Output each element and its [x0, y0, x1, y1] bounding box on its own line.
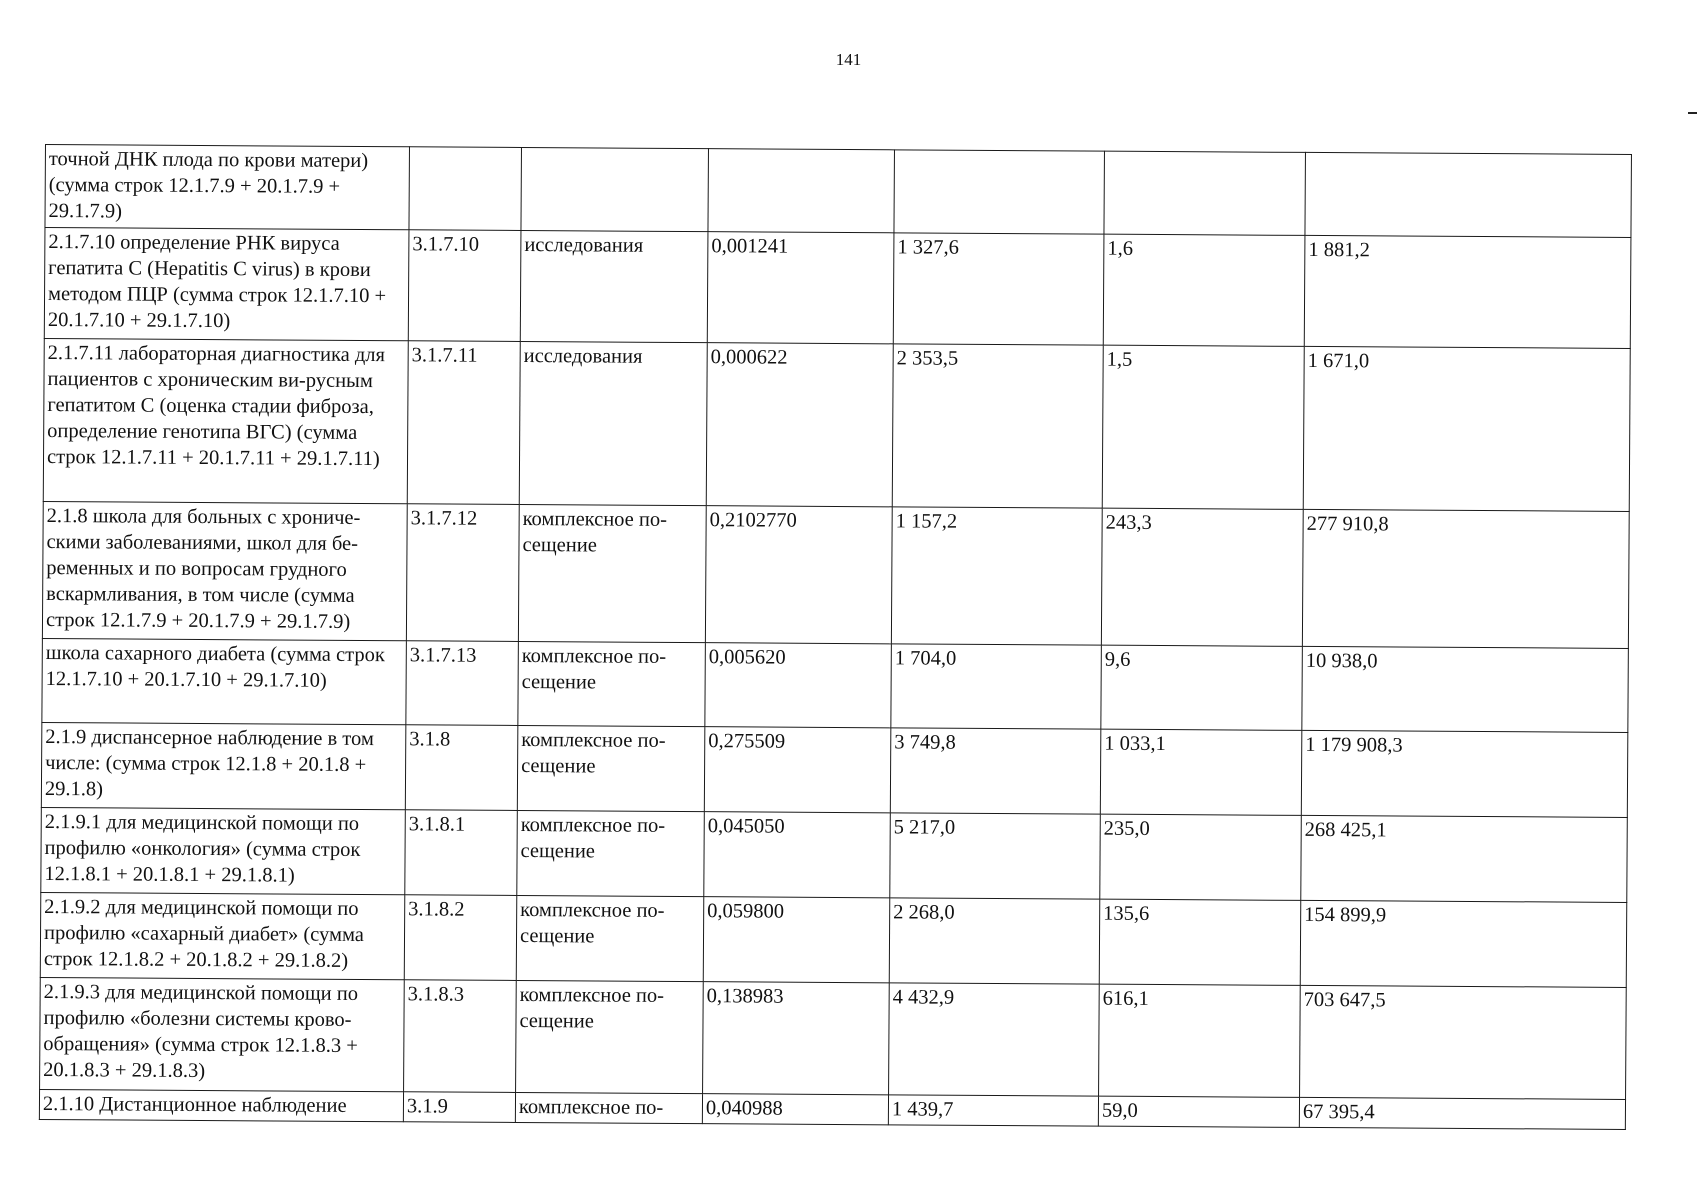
cell-name: 2.1.9.1 для медицинской помощи по профилю «онкология» (сумма строк 12.1.8.1 + 20.1.8.1 + 29.1.8.1): [41, 807, 406, 894]
cell-cost: 4 432,9: [889, 983, 1100, 1096]
cell-cost: [894, 150, 1105, 234]
cell-norm: 0,2102770: [705, 506, 892, 644]
cell-code: 3.1.8.1: [405, 810, 518, 896]
cell-total: 1 179 908,3: [1301, 730, 1628, 817]
cell-per-capita: 243,3: [1101, 508, 1303, 646]
cell-code: 3.1.7.10: [408, 230, 521, 342]
cell-name: точной ДНК плода по крови матери) (сумма строк 12.1.7.9 + 20.1.7.9 + 29.1.7.9): [45, 145, 410, 230]
cell-name: 2.1.7.10 определение РНК вируса гепатита С (Hepatitis C virus) в крови методом ПЦР (сумма строк 12.1.7.10 + 20.1.7.10 + 29.1.7.10): [44, 228, 409, 341]
cell-unit: комплексное по-сещение: [518, 641, 706, 726]
cell-unit: [521, 147, 709, 231]
table-row: [42, 638, 1628, 732]
cell-code: 3.1.8: [405, 725, 518, 811]
data-table: [39, 144, 1632, 1130]
table-row: [45, 145, 1631, 238]
cell-unit: исследования: [520, 230, 708, 342]
cell-per-capita: 135,6: [1099, 899, 1301, 985]
cell-name: 2.1.9 диспансерное наблюдение в том числе: (сумма строк 12.1.8 + 20.1.8 + 29.1.8): [41, 722, 406, 809]
table-row: [43, 338, 1630, 511]
cell-unit: комплексное по-сещение: [516, 980, 704, 1093]
table-row: [42, 501, 1629, 648]
cell-unit: исследования: [519, 341, 707, 505]
table-row: [44, 228, 1631, 349]
cell-name: школа сахарного диабета (сумма строк 12.1.7.10 + 20.1.7.10 + 29.1.7.10): [42, 638, 407, 724]
cell-name: 2.1.8 школа для больных с хрониче-скими заболеваниями, школ для бе-ременных и по вопросам грудного вскармливания, в том числе (сумма строк 12.1.7.9 + 20.1.7.9 + 29.1.7.9): [42, 501, 407, 640]
cell-name: 2.1.10 Дистанционное наблюдение: [39, 1089, 403, 1121]
margin-mark: [1688, 112, 1697, 114]
cell-total: [1305, 152, 1632, 237]
cell-code: [409, 147, 522, 231]
cell-total: 1 671,0: [1303, 346, 1630, 511]
page-number: 141: [835, 50, 862, 69]
cell-name: 2.1.9.3 для медицинской помощи по профилю «болезни системы крово-обращения» (сумма строк 12.1.8.3 + 20.1.8.3 + 29.1.8.3): [40, 977, 405, 1091]
cell-norm: 0,045050: [704, 812, 891, 898]
cell-per-capita: 235,0: [1100, 814, 1302, 900]
cell-cost: 1 704,0: [891, 644, 1102, 729]
cell-code: 3.1.8.2: [404, 895, 517, 981]
table-row: [40, 892, 1627, 987]
cell-cost: 1 327,6: [893, 233, 1104, 345]
cell-code: 3.1.7.13: [406, 641, 519, 726]
cell-unit: комплексное по-: [515, 1092, 702, 1123]
cell-unit: комплексное по-сещение: [517, 725, 705, 811]
cell-per-capita: 1,6: [1103, 234, 1305, 346]
cell-per-capita: 9,6: [1101, 645, 1303, 730]
cell-norm: 0,001241: [707, 232, 894, 344]
cell-per-capita: [1104, 151, 1306, 235]
table-row: [41, 722, 1628, 817]
cell-norm: 0,000622: [706, 343, 893, 507]
cell-total: 703 647,5: [1300, 985, 1627, 1099]
cell-unit: комплексное по-сещение: [517, 810, 705, 896]
cell-norm: 0,138983: [703, 982, 890, 1095]
cell-name: 2.1.9.2 для медицинской помощи по профилю «сахарный диабет» (сумма строк 12.1.8.2 + 20.1.8.2 + 29.1.8.2): [40, 892, 405, 979]
cell-per-capita: 1 033,1: [1100, 729, 1302, 815]
cell-unit: комплексное по-сещение: [516, 895, 704, 981]
cell-norm: [708, 149, 895, 233]
cell-total: 277 910,8: [1302, 509, 1629, 648]
table-row: [41, 807, 1628, 902]
table-row: [40, 977, 1627, 1099]
cell-code: 3.1.9: [403, 1092, 515, 1123]
cell-norm: 0,005620: [705, 643, 892, 728]
cell-norm: 0,040988: [702, 1094, 888, 1125]
cell-cost: 5 217,0: [890, 813, 1101, 899]
cell-total: 154 899,9: [1300, 900, 1627, 987]
cell-per-capita: 59,0: [1098, 1096, 1299, 1127]
cell-cost: 2 268,0: [889, 898, 1100, 984]
cell-cost: 3 749,8: [890, 728, 1101, 814]
cell-norm: 0,059800: [703, 897, 890, 983]
cell-unit: комплексное по-сещение: [518, 504, 706, 642]
cell-cost: 1 157,2: [891, 507, 1102, 645]
cell-cost: 2 353,5: [892, 344, 1103, 508]
cell-norm: 0,275509: [704, 727, 891, 813]
cell-total: 67 395,4: [1299, 1097, 1625, 1129]
cell-cost: 1 439,7: [888, 1095, 1098, 1126]
cell-per-capita: 616,1: [1099, 984, 1301, 1097]
cell-name: 2.1.7.11 лабораторная диагностика для пациентов с хроническим ви-русным гепатитом С (оценка стадии фиброза, определение генотипа ВГС) (сумма строк 12.1.7.11 + 20.1.7.11 + 29.1.7.11): [43, 338, 408, 503]
cell-per-capita: 1,5: [1102, 345, 1304, 509]
cell-code: 3.1.7.11: [407, 341, 520, 505]
cell-total: 10 938,0: [1302, 646, 1629, 732]
cell-total: 268 425,1: [1301, 815, 1628, 902]
cell-code: 3.1.7.12: [406, 504, 519, 642]
cell-total: 1 881,2: [1304, 235, 1631, 348]
cell-code: 3.1.8.3: [404, 980, 517, 1093]
